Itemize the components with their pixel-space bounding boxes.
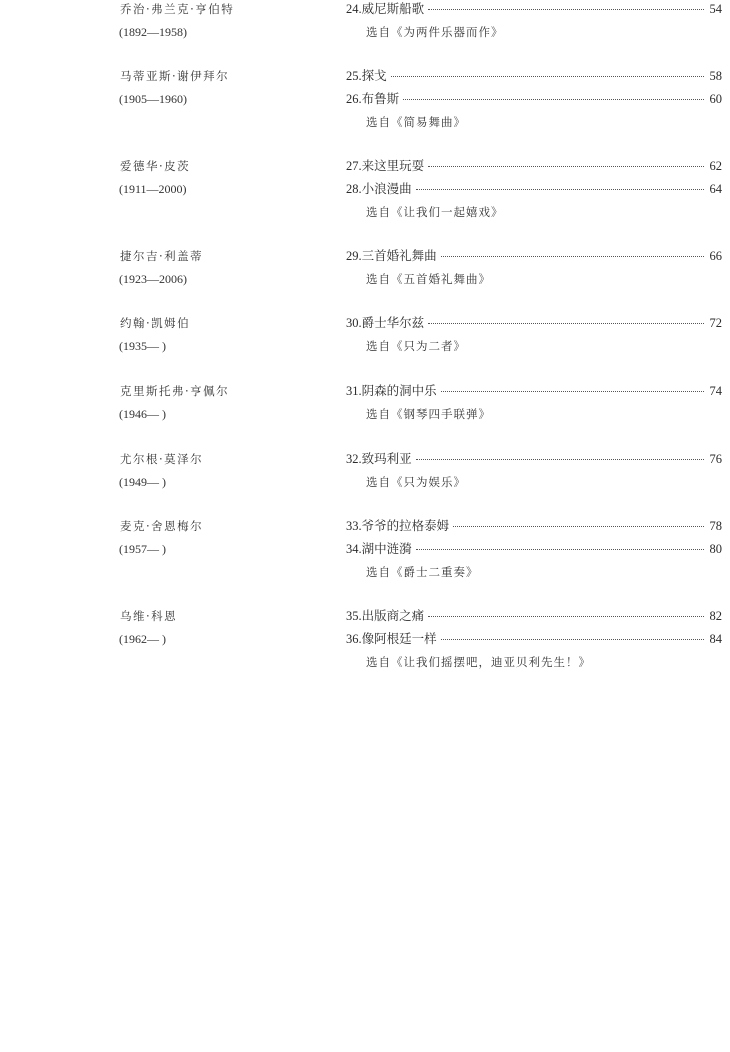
composer-years: (1892—1958) (119, 25, 187, 39)
composer-years: (1949— ) (119, 475, 166, 489)
composer-name: 乔治·弗兰克·亨伯特 (120, 2, 235, 16)
source-note: 选自《钢琴四手联弹》 (366, 407, 491, 421)
composer-years: (1911—2000) (119, 182, 187, 196)
composer-years: (1923—2006) (119, 272, 187, 286)
piece-title: 威尼斯船歌 (361, 1, 425, 16)
composer-years: (1946— ) (119, 407, 166, 421)
composer-years: (1962— ) (119, 632, 166, 646)
source-note: 选自《为两件乐器而作》 (366, 25, 504, 39)
leader-dots (441, 638, 704, 640)
piece-title: 致玛利亚 (361, 451, 412, 466)
page-number: 84 (709, 632, 722, 646)
piece-title: 爵士华尔兹 (361, 315, 425, 330)
piece-number: 31. (346, 384, 362, 398)
page-number: 74 (709, 384, 722, 398)
source-note: 选自《让我们摇摆吧，迪亚贝利先生！》 (366, 655, 591, 669)
leader-dots (391, 75, 704, 77)
toc-piece[interactable] (346, 91, 722, 107)
piece-number: 30. (346, 316, 362, 330)
leader-dots (403, 98, 704, 100)
composer-name: 乌维·科恩 (120, 609, 178, 623)
composer-name: 马蒂亚斯·谢伊拜尔 (120, 69, 230, 83)
piece-number: 29. (346, 249, 362, 263)
page-number: 60 (709, 92, 722, 106)
piece-title: 三首婚礼舞曲 (361, 248, 437, 263)
leader-dots (428, 615, 704, 617)
page-number: 82 (709, 609, 722, 623)
toc-piece[interactable] (346, 315, 722, 331)
toc-piece[interactable] (346, 518, 722, 534)
piece-title: 湖中涟漪 (361, 541, 412, 556)
composer-name: 麦克·舍恩梅尔 (120, 519, 204, 533)
page-number: 80 (709, 542, 722, 556)
page-number: 62 (709, 159, 722, 173)
page-number: 72 (709, 316, 722, 330)
piece-number: 32. (346, 452, 362, 466)
page-number: 58 (709, 69, 722, 83)
leader-dots (453, 525, 704, 527)
composer-years: (1935— ) (119, 339, 166, 353)
composer-years: (1957— ) (119, 542, 166, 556)
page-number: 64 (709, 182, 722, 196)
piece-number: 33. (346, 519, 362, 533)
piece-title: 来这里玩耍 (361, 158, 425, 173)
toc-piece[interactable] (346, 383, 722, 399)
piece-number: 28. (346, 182, 362, 196)
leader-dots (428, 8, 704, 10)
source-note: 选自《让我们一起嬉戏》 (366, 205, 504, 219)
piece-number: 25. (346, 69, 362, 83)
piece-title: 爷爷的拉格泰姆 (361, 518, 450, 533)
leader-dots (441, 390, 704, 392)
piece-title: 探戈 (361, 68, 387, 83)
page-number: 78 (709, 519, 722, 533)
source-note: 选自《只为娱乐》 (366, 475, 466, 489)
composer-name: 克里斯托弗·亨佩尔 (120, 384, 230, 398)
composer-name: 尤尔根·莫泽尔 (120, 452, 204, 466)
toc-piece[interactable] (346, 451, 722, 467)
toc-piece[interactable] (346, 68, 722, 84)
leader-dots (416, 458, 704, 460)
toc-piece[interactable] (346, 248, 722, 264)
piece-number: 27. (346, 159, 362, 173)
piece-number: 24. (346, 2, 362, 16)
piece-title: 出版商之痛 (361, 608, 425, 623)
toc-piece[interactable] (346, 181, 722, 197)
toc-piece[interactable] (346, 541, 722, 557)
composer-name: 爱德华·皮茨 (120, 159, 191, 173)
piece-title: 阴森的洞中乐 (361, 383, 437, 398)
composer-years: (1905—1960) (119, 92, 187, 106)
leader-dots (416, 548, 704, 550)
source-note: 选自《爵士二重奏》 (366, 565, 479, 579)
piece-number: 26. (346, 92, 362, 106)
leader-dots (428, 322, 704, 324)
composer-name: 捷尔吉·利盖蒂 (120, 249, 204, 263)
piece-number: 35. (346, 609, 362, 623)
source-note: 选自《简易舞曲》 (366, 115, 466, 129)
leader-dots (441, 255, 704, 257)
page-number: 66 (709, 249, 722, 263)
piece-title: 小浪漫曲 (361, 181, 412, 196)
piece-number: 36. (346, 632, 362, 646)
composer-name: 约翰·凯姆伯 (120, 316, 191, 330)
toc-piece[interactable] (346, 608, 722, 624)
page-number: 76 (709, 452, 722, 466)
leader-dots (428, 165, 704, 167)
toc-piece[interactable] (346, 1, 722, 17)
piece-title: 布鲁斯 (361, 91, 400, 106)
page-number: 54 (709, 2, 722, 16)
toc-piece[interactable] (346, 631, 722, 647)
piece-number: 34. (346, 542, 362, 556)
leader-dots (416, 188, 704, 190)
source-note: 选自《五首婚礼舞曲》 (366, 272, 491, 286)
source-note: 选自《只为二者》 (366, 339, 466, 353)
piece-title: 像阿根廷一样 (361, 631, 437, 646)
toc-piece[interactable] (346, 158, 722, 174)
